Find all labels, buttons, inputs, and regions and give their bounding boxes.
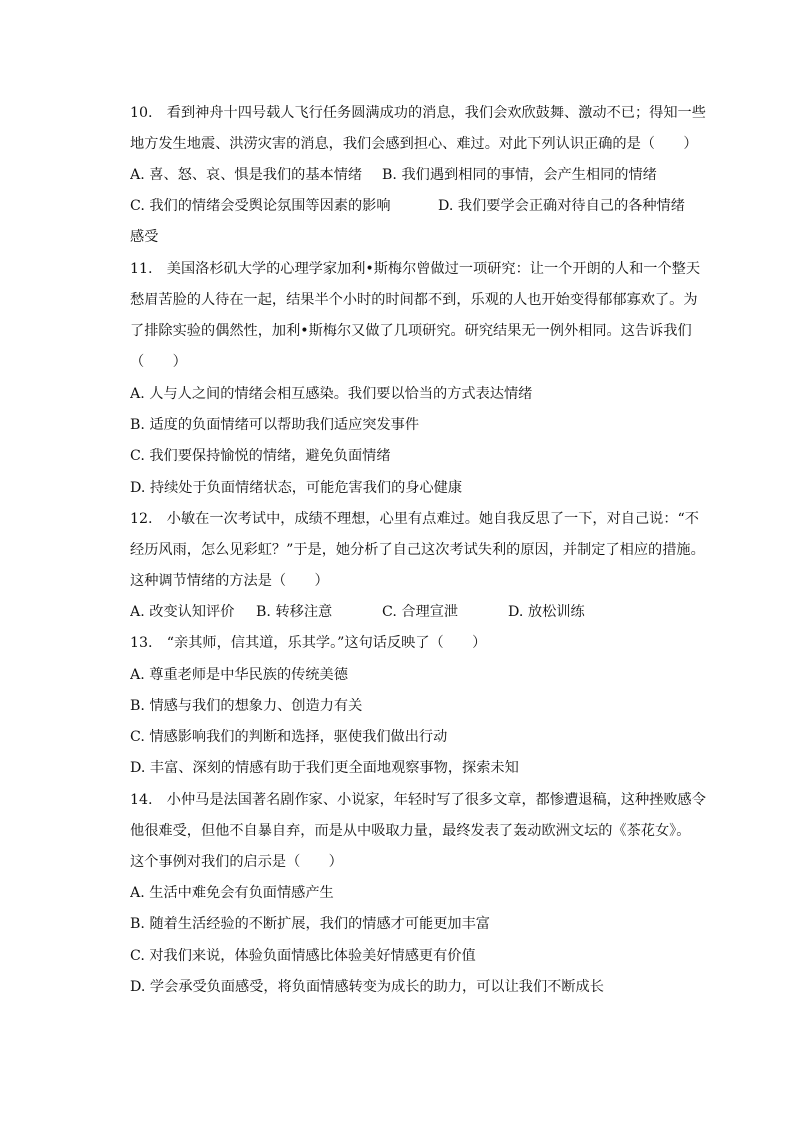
- q12-stem-line-3: 这种调节情绪的方法是（ ）: [130, 573, 329, 589]
- q10-option-a[interactable]: A. 喜、怒、哀、惧是我们的基本情绪: [130, 167, 363, 183]
- q10-stem-line-2: 地方发生地震、洪涝灾害的消息，我们会感到担心、难过。对此下列认识正确的是（ ）: [130, 136, 698, 152]
- q11-option-d[interactable]: D. 持续处于负面情绪状态，可能危害我们的身心健康: [130, 480, 463, 496]
- q13-option-a[interactable]: A. 尊重老师是中华民族的传统美德: [130, 667, 348, 683]
- q14-option-b[interactable]: B. 随着生活经验的不断扩展，我们的情感才可能更加丰富: [130, 916, 490, 932]
- q13-stem-line-1: 13. “亲其师，信其道，乐其学。”这句话反映了（ ）: [130, 635, 487, 651]
- q10-option-d-continuation: 感受: [130, 229, 159, 245]
- q11-stem-line-1: 11. 美国洛杉矶大学的心理学家加利•斯梅尔曾做过一项研究：让一个开朗的人和一个整天: [130, 261, 701, 277]
- q13-option-b[interactable]: B. 情感与我们的想象力、创造力有关: [130, 698, 363, 714]
- q13-option-d[interactable]: D. 丰富、深刻的情感有助于我们更全面地观察事物，探索未知: [130, 760, 519, 776]
- q11-stem-line-4: （ ）: [130, 354, 187, 370]
- q12-option-a[interactable]: A. 改变认知评价: [130, 604, 235, 620]
- q13-option-c[interactable]: C. 情感影响我们的判断和选择，驱使我们做出行动: [130, 729, 448, 745]
- q14-stem-line-2: 他很难受，但他不自暴自弃，而是从中吸取力量，最终发表了轰动欧洲文坛的《茶花女》。: [130, 823, 691, 839]
- q11-option-b[interactable]: B. 适度的负面情绪可以帮助我们适应突发事件: [130, 417, 420, 433]
- q12-option-c[interactable]: C. 合理宣泄: [382, 604, 459, 620]
- q10-option-row-1: [130, 165, 710, 185]
- q12-option-d[interactable]: D. 放松训练: [508, 604, 585, 620]
- q12-stem-line-2: 经历风雨，怎么见彩虹？”于是，她分析了自己这次考试失利的原因，并制定了相应的措施。: [130, 542, 705, 558]
- q14-option-d[interactable]: D. 学会承受负面感受，将负面情感转变为成长的助力，可以让我们不断成长: [130, 979, 604, 995]
- q10-option-row-2: [130, 196, 710, 216]
- q10-option-b[interactable]: B. 我们遇到相同的事情，会产生相同的情绪: [382, 167, 657, 183]
- q12-option-row: [130, 602, 710, 622]
- q14-option-a[interactable]: A. 生活中难免会有负面情感产生: [130, 885, 334, 901]
- q12-stem-line-1: 12. 小敏在一次考试中，成绩不理想，心里有点难过。她自我反思了一下，对自己说：“不: [130, 511, 699, 527]
- q11-option-a[interactable]: A. 人与人之间的情绪会相互感染。我们要以恰当的方式表达情绪: [130, 386, 533, 402]
- q14-stem-line-3: 这个事例对我们的启示是（ ）: [130, 854, 343, 870]
- q11-option-c[interactable]: C. 我们要保持愉悦的情绪，避免负面情绪: [130, 448, 391, 464]
- q11-stem-line-3: 了排除实验的偶然性，加利•斯梅尔又做了几项研究。研究结果无一例外相同。这告诉我们: [130, 323, 692, 339]
- q14-stem-line-1: 14. 小仲马是法国著名剧作家、小说家，年轻时写了很多文章，都惨遭退稿，这种挫败感令: [130, 792, 706, 808]
- q10-option-d[interactable]: D. 我们要学会正确对待自己的各种情绪: [438, 198, 685, 214]
- q10-stem-line-1: 10. 看到神舟十四号载人飞行任务圆满成功的消息，我们会欢欣鼓舞、激动不已；得知一些: [130, 105, 706, 121]
- q11-stem-line-2: 愁眉苦脸的人待在一起，结果半个小时的时间都不到，乐观的人也开始变得郁郁寡欢了。为: [130, 292, 698, 308]
- q12-option-b[interactable]: B. 转移注意: [256, 604, 333, 620]
- q14-option-c[interactable]: C. 对我们来说，体验负面情感比体验美好情感更有价值: [130, 948, 476, 964]
- q10-option-c[interactable]: C. 我们的情绪会受舆论氛围等因素的影响: [130, 198, 391, 214]
